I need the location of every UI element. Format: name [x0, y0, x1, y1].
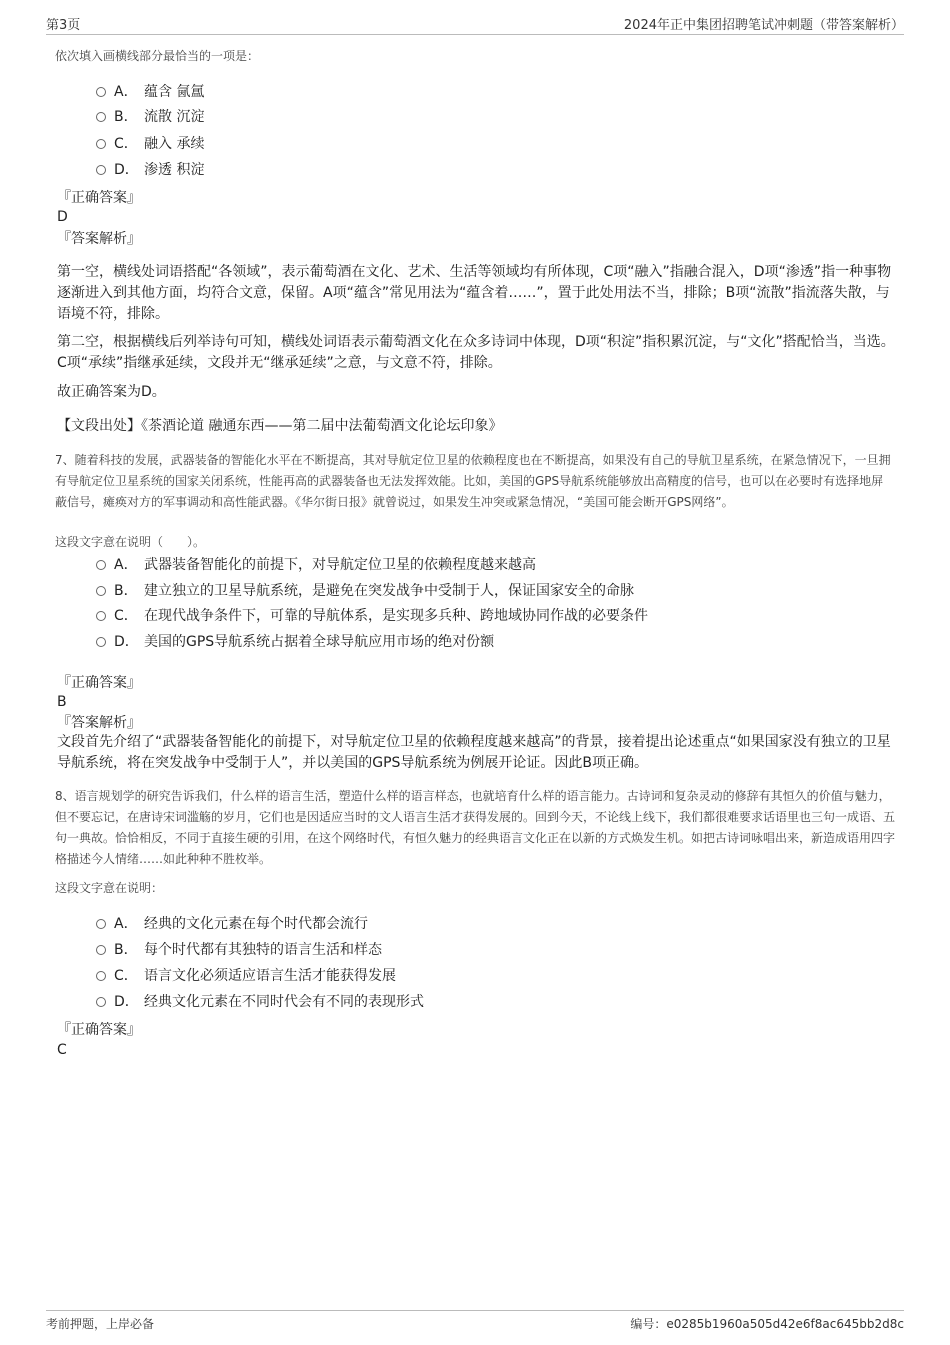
answer-label: 『正确答案』 [57, 1022, 141, 1038]
radio-icon[interactable] [96, 971, 106, 981]
analysis-paragraph: 第一空，横线处词语搭配“各领域”，表示葡萄酒在文化、艺术、生活等领域均有所体现，C项“融入”指融合混入，D项“渗透”指一种事物逐渐进入到其他方面，均符合文意，保留。A项“蕴含”常见用法为“蕴含着……”，置于此处用法不当，排除；B项“流散”指流落失散，与语境不符，排除。 [57, 264, 892, 322]
option-a[interactable]: A． 经典的文化元素在每个时代都会流行 [96, 914, 368, 934]
radio-icon[interactable] [96, 112, 106, 122]
radio-icon[interactable] [96, 945, 106, 955]
question-prompt: 这段文字意在说明（ ）。 [55, 535, 206, 549]
answer-label: 『正确答案』 [57, 190, 141, 206]
question-prompt: 这段文字意在说明： [55, 881, 164, 895]
radio-icon[interactable] [96, 586, 106, 596]
answer-value: C [57, 1042, 67, 1058]
option-b[interactable]: B． 每个时代都有其独特的语言生活和样态 [96, 940, 382, 960]
option-a[interactable]: A． 蕴含 氤氲 [96, 82, 204, 102]
page-number: 第3页 [46, 18, 81, 33]
option-c[interactable]: C． 融入 承续 [96, 134, 204, 154]
radio-icon[interactable] [96, 560, 106, 570]
option-b[interactable]: B． 流散 沉淀 [96, 107, 204, 127]
question-passage: 7、随着科技的发展，武器装备的智能化水平在不断提高，其对导航定位卫星的依赖程度也在不断提高，如果没有自己的导航卫星系统，在紧急情况下，一旦拥有导航定位卫星系统的国家关闭系统，性能再高的武器装备也无法发挥效能。比如，美国的GPS导航系统能够放出高精度的信号，也可以在必要时有选择地屏蔽信号，瘫痪对方的军事调动和高性能武器。《华尔街日报》就曾说过，如果发生冲突或紧急情况，“美国可能会断开GPS网络”。 [55, 453, 891, 509]
radio-icon[interactable] [96, 87, 106, 97]
option-c[interactable]: C． 在现代战争条件下，可靠的导航体系，是实现多兵种、跨地域协同作战的必要条件 [96, 606, 648, 626]
answer-label: 『正确答案』 [57, 675, 141, 691]
passage-source: 【文段出处】《茶酒论道 融通东西——第二届中法葡萄酒文化论坛印象》 [57, 418, 503, 434]
radio-icon[interactable] [96, 997, 106, 1007]
option-b[interactable]: B． 建立独立的卫星导航系统，是避免在突发战争中受制于人，保证国家安全的命脉 [96, 581, 634, 601]
question-passage: 8、语言规划学的研究告诉我们，什么样的语言生活，塑造什么样的语言样态，也就培育什么样的语言能力。古诗词和复杂灵动的修辞有其恒久的价值与魅力，但不要忘记，在唐诗宋词滥觞的岁月，它们也是因适应当时的文人语言生活才获得发展的。回到今天，不论线上线下，我们都很难要求话语里也三句一成语、五句一典故。恰恰相反，不同于直接生硬的引用，在这个网络时代，有恒久魅力的经典语言文化正在以新的方式焕发生机。如把古诗词咏唱出来，新造成语用四字格描述今人情绪……如此种种不胜枚举。 [55, 789, 896, 866]
document-title: 2024年正中集团招聘笔试冲刺题（带答案解析） [623, 18, 904, 33]
radio-icon[interactable] [96, 611, 106, 621]
document-id: 编号：e0285b1960a505d42e6f8ac645bb2d8c [630, 1317, 904, 1331]
option-d[interactable]: D． 经典文化元素在不同时代会有不同的表现形式 [96, 992, 424, 1012]
analysis-conclusion: 故正确答案为D。 [57, 384, 166, 400]
question-prompt: 依次填入画横线部分最恰当的一项是： [55, 49, 260, 63]
page-footer [46, 1310, 904, 1339]
analysis-paragraph: 第二空，根据横线后列举诗句可知，横线处词语表示葡萄酒文化在众多诗词中体现，D项“积淀”指积累沉淀，与“文化”搭配恰当，当选。C项“承续”指继承延续，文段并无“继承延续”之意，与文意不符，排除。 [57, 334, 895, 371]
analysis-label: 『答案解析』 [57, 231, 141, 247]
page-header [46, 14, 904, 35]
answer-value: B [57, 694, 67, 710]
radio-icon[interactable] [96, 165, 106, 175]
radio-icon[interactable] [96, 139, 106, 149]
radio-icon[interactable] [96, 637, 106, 647]
radio-icon[interactable] [96, 919, 106, 929]
analysis-label: 『答案解析』 [57, 715, 141, 731]
footer-slogan: 考前押题，上岸必备 [46, 1317, 155, 1331]
analysis-paragraph: 文段首先介绍了“武器装备智能化的前提下，对导航定位卫星的依赖程度越来越高”的背景，接着提出论述重点“如果国家没有独立的卫星导航系统，将在突发战争中受制于人”，并以美国的GPS导航系统为例展开论证。因此B项正确。 [57, 734, 891, 771]
option-c[interactable]: C． 语言文化必须适应语言生活才能获得发展 [96, 966, 396, 986]
option-d[interactable]: D． 美国的GPS导航系统占据着全球导航应用市场的绝对份额 [96, 632, 494, 652]
option-a[interactable]: A． 武器装备智能化的前提下，对导航定位卫星的依赖程度越来越高 [96, 555, 536, 575]
answer-value: D [57, 209, 68, 225]
option-d[interactable]: D． 渗透 积淀 [96, 160, 204, 180]
